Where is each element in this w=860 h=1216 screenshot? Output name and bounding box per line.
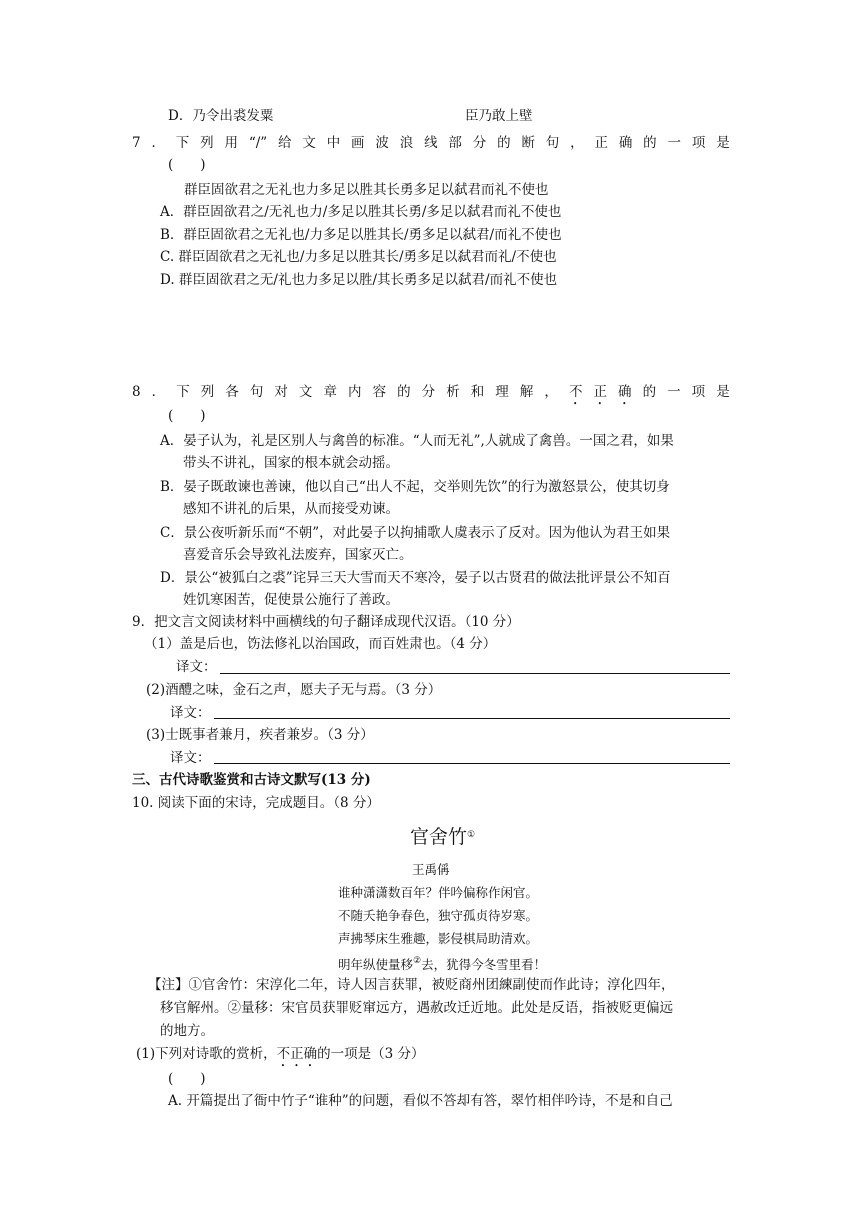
q10-sub1-stem: (1)下列对诗歌的赏析，不正确的一项是（3 分）	[136, 1046, 425, 1062]
emphasis-char: 不	[568, 384, 583, 400]
q7-answer-paren: ( )	[168, 157, 206, 173]
q7-option-c: C. 群臣固欲君之无礼也/力多足以胜其长/勇多足以弑君而礼/不使也	[160, 249, 557, 265]
q10-sub1-option-a: A. 开篇提出了衙中竹子“谁种”的问题，看似不答却有答，翠竹相伴吟诗，不是和自己	[168, 1093, 673, 1109]
emphasis-char: 正	[593, 384, 607, 400]
q9-sentence-1: （1）盖是后也，饬法修礼以治国政，而百姓肃也。（4 分）	[144, 636, 497, 652]
poem-line-3: 声拂琴床生雅趣，影侵棋局助清欢。	[338, 931, 539, 946]
footnote-mark: ①	[467, 830, 476, 840]
q7-option-b: B．群臣固欲君之无礼也/力多足以胜其长/勇多足以弑君/而礼不使也	[160, 227, 562, 243]
q8-option-d-line2: 姓饥寒困苦，促使景公施行了善政。	[183, 592, 399, 608]
q8-option-c-line2: 喜爱音乐会导致礼法废弃，国家灭亡。	[183, 547, 413, 563]
q10-sub1-paren: ( )	[168, 1071, 206, 1087]
section-3-heading: 三、古代诗歌鉴赏和古诗文默写(13 分)	[132, 772, 371, 788]
q9-answer-line-1[interactable]	[220, 673, 730, 674]
q8-option-b-line1: B．晏子既敢谏也善谏，他以自己“出人不起，交举则先饮”的行为激怒景公，使其切身	[160, 479, 670, 495]
q9-stem: 9．把文言文阅读材料中画横线的句子翻译成现代汉语。（10 分）	[132, 614, 520, 630]
q8-option-b-line2: 感知不讲礼的后果，从而接受劝谏。	[183, 501, 399, 517]
footnote-mark: ②	[413, 956, 422, 966]
q9-answer-label-2: 译文：	[170, 705, 211, 721]
q7-option-d: D. 群臣固欲君之无/礼也力多足以胜/其长勇多足以弑君/而礼不使也	[160, 272, 558, 288]
q7-passage: 群臣固欲君之无礼也力多足以胜其长勇多足以弑君而礼不使也	[184, 182, 549, 198]
q7-option-a: A．群臣固欲君之/无礼也力/多足以胜其长勇/多足以弑君而礼不使也	[160, 204, 562, 220]
q9-sentence-2: (2)酒醴之味，金石之声，愿夫子无与焉。（3 分）	[146, 682, 442, 698]
poem-line-2: 不随夭艳争春色，独守孤贞待岁寒。	[338, 908, 539, 923]
q8-stem: 8 ． 下 列 各 句 对 文 章 内 容 的 分 析 和 理 解 ， 不 正 确 的 一 项 是	[132, 382, 730, 408]
poem-author: 王禹偁	[412, 862, 450, 877]
q9-sentence-3: (3)士既事者兼月，疾者兼岁。（3 分）	[146, 727, 374, 743]
poem-note-line2: 移官解州。②量移：宋官员获罪贬窜远方，遇赦改迁近地。此处是反语，指被贬更偏远	[160, 1000, 673, 1016]
q8-option-a-line2: 带头不讲礼，国家的根本就会动摇。	[183, 455, 399, 471]
q8-answer-paren: ( )	[168, 408, 206, 424]
poem-title: 官舍竹①	[410, 826, 476, 848]
q6-option-d: D．乃令出裘发粟	[168, 108, 274, 124]
q10-stem: 10. 阅读下面的宋诗，完成题目。（8 分）	[132, 795, 380, 811]
poem-line-4: 明年纵使量移②去，犹得今冬雪里看！	[338, 956, 547, 972]
emphasis-text: 不正确	[276, 1046, 318, 1062]
poem-note-line1: 【注】①官舍竹：宋淳化二年，诗人因言获罪，被贬商州团練副使而作此诗；淳化四年，	[148, 977, 675, 993]
q7-stem: 7 ． 下 列 用 “/” 给 文 中 画 波 浪 线 部 分 的 断 句 ， 正 确 的 一 项 是	[132, 135, 730, 151]
q8-option-c-line1: C．景公夜听新乐而“不朝”，对此晏子以拘捕歌人虞表示了反对。因为他认为君王如果	[160, 525, 671, 541]
q9-answer-line-2[interactable]	[214, 718, 730, 719]
emphasis-char: 确	[618, 384, 632, 400]
q9-answer-label-1: 译文：	[176, 659, 217, 675]
q8-option-a-line1: A．晏子认为，礼是区别人与禽兽的标准。“人而无礼”,人就成了禽兽。一国之君，如果	[160, 433, 674, 449]
q9-answer-line-3[interactable]	[214, 763, 730, 764]
q9-answer-label-3: 译文：	[170, 750, 211, 766]
q8-option-d-line1: D．景公“被狐白之裘”诧异三天大雪而天不寒冷，晏子以古贤君的做法批评景公不知百	[160, 570, 671, 586]
poem-note-line3: 的地方。	[160, 1023, 214, 1039]
q6-option-d-second: 臣乃敢上壁	[465, 108, 533, 124]
poem-line-1: 谁种潇潇数百年？伴吟偏称作闲官。	[338, 885, 539, 900]
